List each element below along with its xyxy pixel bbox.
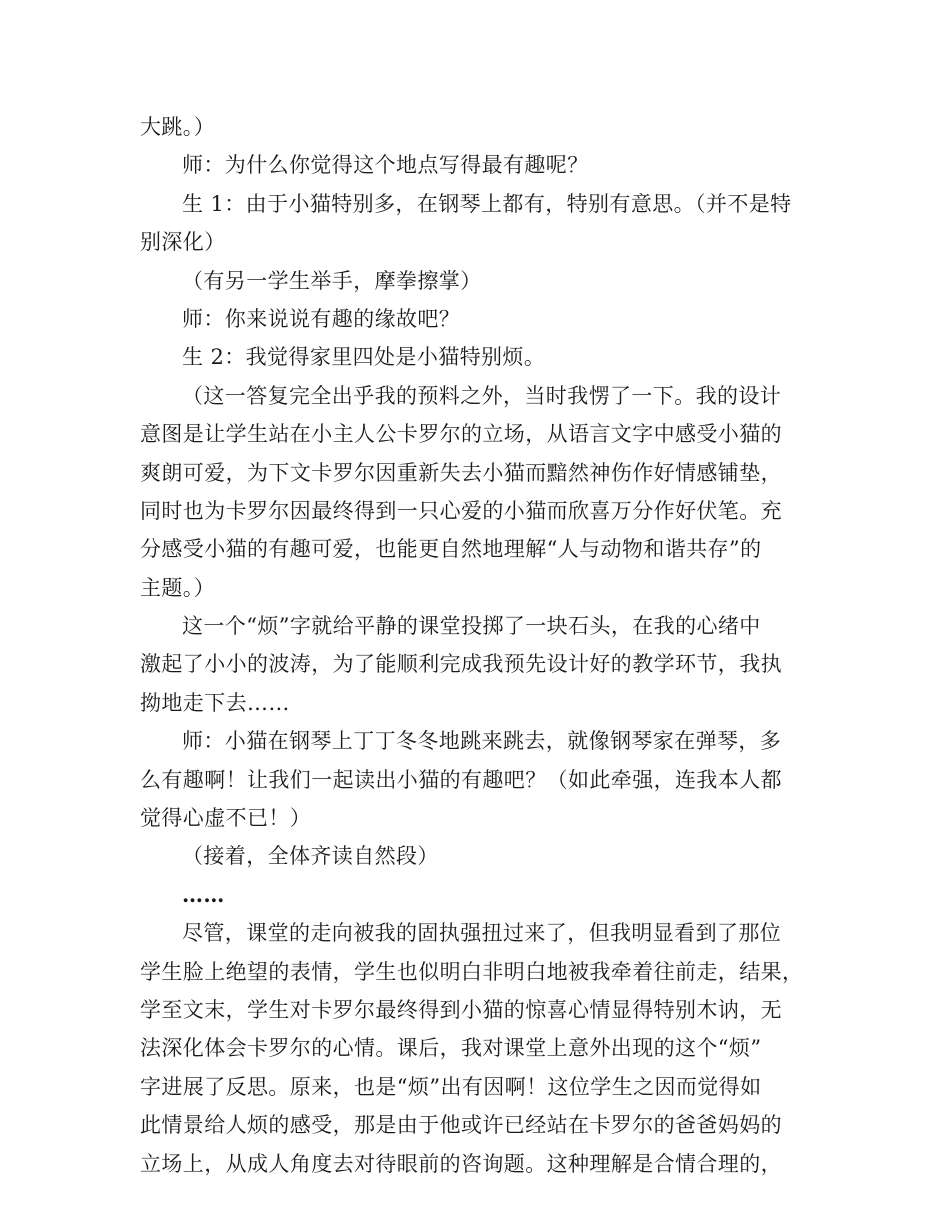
text-line: …… <box>182 881 225 907</box>
text-line: 拗地走下去…… <box>140 690 290 715</box>
text-line: 么有趣啊！让我们一起读出小猫的有趣吧？（如此牵强，连我本人都 <box>140 767 782 792</box>
text-line: （接着，全体齐读自然段） <box>182 844 439 869</box>
text-line: （这一答复完全出乎我的预料之外，当时我愣了一下。我的设计 <box>182 383 782 408</box>
text-line: 立场上，从成人角度去对待眼前的咨询题。这种理解是合情合理的， <box>140 1151 782 1176</box>
text-line: 师：你来说说有趣的缘故吧？ <box>182 306 461 331</box>
text-line: 大跳。） <box>140 115 216 139</box>
text-line: 别深化） <box>140 230 226 255</box>
text-line: 学至文末，学生对卡罗尔最终得到小猫的惊喜心情显得特别木讷，无 <box>140 997 782 1022</box>
text-line: 师：小猫在钢琴上丁丁冬冬地跳来跳去，就像钢琴家在弹琴，多 <box>182 729 782 754</box>
document-body <box>140 108 815 1183</box>
text-line: 学生脸上绝望的表情，学生也似明白非明白地被我牵着往前走，结果， <box>140 959 804 984</box>
text-line: 生 1：由于小猫特别多，在钢琴上都有，特别有意思。（并不是特 <box>182 191 792 216</box>
text-line: 主题。） <box>140 575 216 600</box>
text-line: 此情景给人烦的感受，那是由于他或许已经站在卡罗尔的爸爸妈妈的 <box>140 1113 782 1138</box>
text-line: 爽朗可爱，为下文卡罗尔因重新失去小猫而黯然神伤作好情感铺垫， <box>140 460 782 485</box>
text-line: 这一个“烦”字就给平静的课堂投掷了一块石头，在我的心绪中 <box>182 614 761 639</box>
text-line: 师：为什么你觉得这个地点写得最有趣呢？ <box>182 153 589 178</box>
text-line: 尽管，课堂的走向被我的固执强扭过来了，但我明显看到了那位 <box>182 921 782 946</box>
text-line: 意图是让学生站在小主人公卡罗尔的立场，从语言文字中感受小猫的 <box>140 422 782 447</box>
text-line: 字进展了反思。原来，也是“烦”出有因啊！这位学生之因而觉得如 <box>140 1074 762 1099</box>
text-line: （有另一学生举手，摩拳擦掌） <box>182 268 482 293</box>
text-line: 激起了小小的波涛，为了能顺利完成我预先设计好的教学环节，我执 <box>140 652 782 677</box>
text-line: 觉得心虚不已！） <box>140 806 312 831</box>
text-line: 法深化体会卡罗尔的心情。课后，我对课堂上意外出现的这个“烦” <box>140 1036 762 1061</box>
text-line: 分感受小猫的有趣可爱，也能更自然地理解“人与动物和谐共存”的 <box>140 537 762 562</box>
text-line: 同时也为卡罗尔因最终得到一只心爱的小猫而欣喜万分作好伏笔。充 <box>140 498 782 523</box>
text-line: 生 2：我觉得家里四处是小猫特别烦。 <box>182 345 546 370</box>
